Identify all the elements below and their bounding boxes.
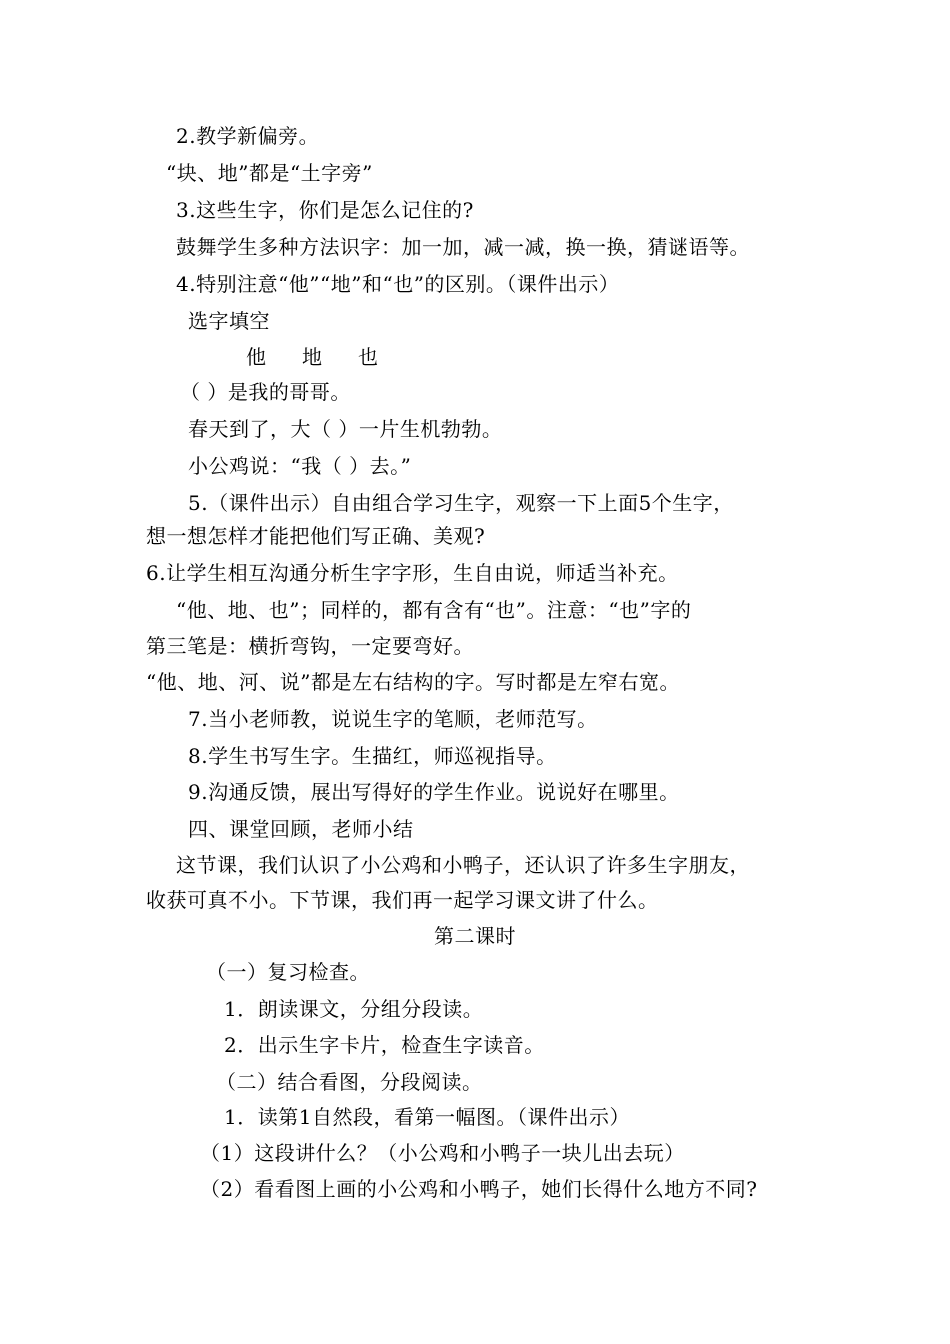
text-line-23: 这节课，我们认识了小公鸡和小鸭子，还认识了许多生字朋友， bbox=[176, 853, 750, 877]
text-line-30: 1．读第1自然段，看第一幅图。（课件出示） bbox=[224, 1105, 630, 1129]
text-line-27: 1．朗读课文，分组分段读。 bbox=[224, 997, 484, 1021]
text-line-20: 8.学生书写生字。生描红，师巡视指导。 bbox=[188, 744, 557, 768]
text-line-31: （1）这段讲什么？（小公鸡和小鸭子一块儿出去玩） bbox=[200, 1141, 685, 1165]
text-line-29: （二）结合看图，分段阅读。 bbox=[216, 1070, 483, 1094]
text-line-5: 4.特别注意“他”“地”和“也”的区别。（课件出示） bbox=[176, 272, 620, 296]
choice-char-ye: 也 bbox=[358, 345, 379, 369]
text-line-24: 收获可真不小。下节课，我们再一起学习课文讲了什么。 bbox=[146, 888, 659, 912]
text-line-18: “他、地、河、说”都是左右结构的字。写时都是左窄右宽。 bbox=[146, 670, 680, 694]
text-line-13: 5.（课件出示）自由组合学习生字，观察一下上面5个生字， bbox=[188, 491, 734, 515]
choice-char-ta: 他 bbox=[246, 345, 267, 369]
lesson-heading: 第二课时 bbox=[434, 924, 516, 948]
text-line-15: 6.让学生相互沟通分析生字字形，生自由说，师适当补充。 bbox=[146, 561, 679, 585]
text-line-32: （2）看看图上画的小公鸡和小鸭子，她们长得什么地方不同? bbox=[200, 1177, 758, 1201]
text-line-26: （一）复习检查。 bbox=[206, 960, 370, 984]
fill-blank-line-3: 小公鸡说：“我（ ）去。” bbox=[188, 454, 412, 478]
text-line-2: “块、地”都是“土字旁” bbox=[166, 161, 373, 185]
text-line-19: 7.当小老师教，说说生字的笔顺，老师范写。 bbox=[188, 707, 598, 731]
text-line-21: 9.沟通反馈，展出写得好的学生作业。说说好在哪里。 bbox=[188, 780, 680, 804]
text-line-16: “他、地、也”；同样的，都有含有“也”。注意：“也”字的 bbox=[176, 598, 692, 622]
text-line-17: 第三笔是：横折弯钩，一定要弯好。 bbox=[146, 634, 474, 658]
text-line-6: 选字填空 bbox=[188, 309, 270, 333]
text-line-1: 2.教学新偏旁。 bbox=[176, 124, 320, 148]
fill-blank-line-2: 春天到了，大（ ）一片生机勃勃。 bbox=[188, 417, 503, 441]
fill-blank-line-1: （ ）是我的哥哥。 bbox=[180, 380, 351, 404]
text-line-4: 鼓舞学生多种方法识字：加一加，减一减，换一换，猜谜语等。 bbox=[176, 235, 750, 259]
text-line-14: 想一想怎样才能把他们写正确、美观? bbox=[146, 524, 486, 548]
text-line-28: 2．出示生字卡片，检查生字读音。 bbox=[224, 1033, 545, 1057]
choice-char-di: 地 bbox=[302, 345, 323, 369]
section-heading-4: 四、课堂回顾，老师小结 bbox=[188, 817, 414, 841]
text-line-3: 3.这些生字，你们是怎么记住的? bbox=[176, 198, 474, 222]
